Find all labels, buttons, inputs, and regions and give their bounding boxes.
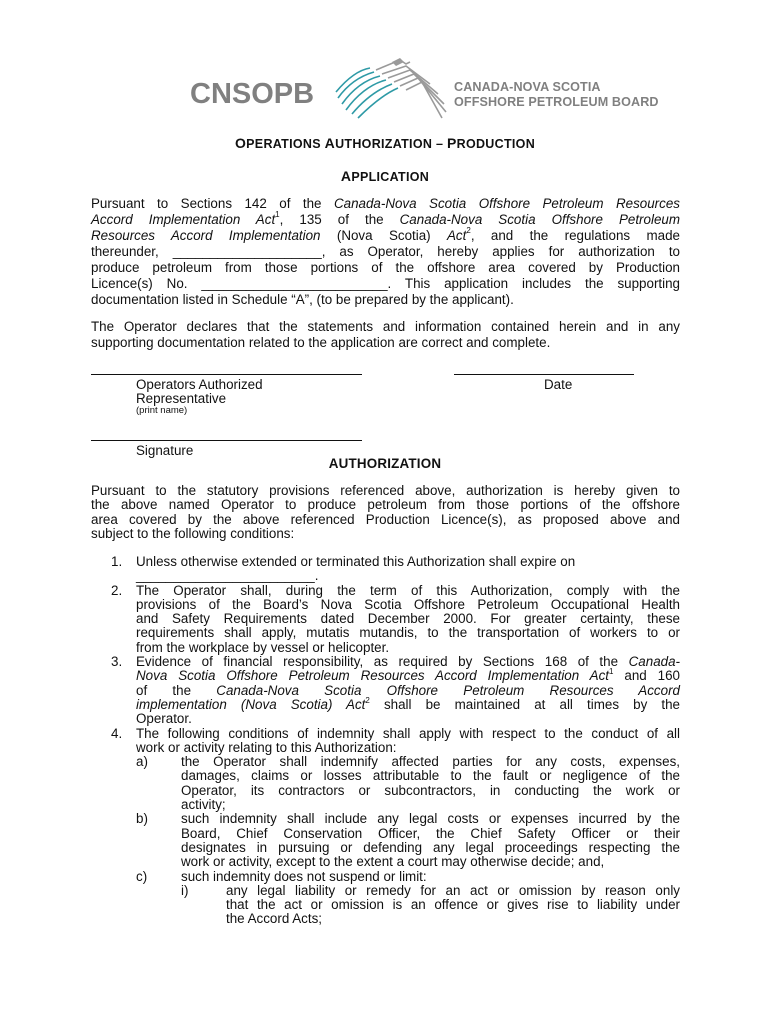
title-letter: O bbox=[234, 135, 247, 151]
sub-condition-b bbox=[91, 812, 680, 869]
sub-body bbox=[181, 755, 680, 812]
sub-body bbox=[226, 884, 680, 927]
expiry-date-blank[interactable]: ________________________. bbox=[136, 568, 319, 584]
title-letter: P bbox=[446, 135, 457, 151]
sub-condition-c-i bbox=[91, 884, 680, 927]
text-line: Unless otherwise extended or terminated this Authorization shall expire on bbox=[136, 554, 576, 569]
text-line: Licence(s) No. _________________________. This application includes the supporting bbox=[91, 276, 680, 291]
board-name bbox=[454, 80, 659, 110]
text-line: Pursuant to Sections 142 of the Canada-Nova Scotia Offshore Petroleum Resources bbox=[91, 196, 680, 211]
item-body bbox=[136, 584, 680, 655]
text-line: produce petroleum from those portions of the offshore area covered by Production bbox=[91, 260, 680, 275]
item-number: 4. bbox=[111, 725, 123, 741]
item-number: 2. bbox=[111, 582, 123, 598]
text-line: Resources Accord Implementation (Nova Scotia) Act$^2$, and the regulations made bbox=[91, 226, 680, 243]
item-number: 3. bbox=[111, 654, 123, 670]
title-text: PPLICATION bbox=[351, 170, 430, 184]
condition-item-3 bbox=[91, 655, 680, 726]
condition-item-2 bbox=[91, 584, 680, 655]
text-line: any legal liability or remedy for an act or omission by reason only bbox=[226, 882, 680, 898]
item-body bbox=[136, 727, 680, 756]
text-line: from the workplace by vessel or helicopter. bbox=[136, 639, 390, 655]
date-line[interactable] bbox=[454, 374, 634, 375]
title-text: PERATIONS bbox=[246, 137, 325, 151]
conditions-list bbox=[91, 555, 680, 927]
text-line: Board, Chief Conservation Officer, the Chief Safety Officer or their bbox=[181, 825, 680, 841]
representative-name-line[interactable] bbox=[91, 374, 362, 375]
text-line: that the act or omission is an offence or gives rise to liability under bbox=[226, 897, 680, 913]
operator-name-blank[interactable]: ____________________ bbox=[172, 244, 322, 259]
text-line: Operator. bbox=[136, 711, 192, 727]
board-name-line2: OFFSHORE PETROLEUM BOARD bbox=[454, 95, 659, 109]
title-letter: A bbox=[324, 135, 336, 151]
rep-label-2: Representative bbox=[136, 391, 227, 406]
text-line: area covered by the above referenced Production Licence(s), as proposed above and bbox=[91, 511, 680, 527]
text-line: The following conditions of indemnity shall apply with respect to the conduct of all bbox=[136, 725, 680, 741]
text-line: documentation listed in Schedule “A”, (to be prepared by the applicant). bbox=[91, 292, 514, 307]
text-line: implementation (Nova Scotia) Act$^2$ shall be maintained at all times by the bbox=[136, 695, 680, 712]
title-text: UTHORIZATION – bbox=[335, 137, 447, 151]
text-line: the above named Operator to produce petroleum from those portions of the offshore bbox=[91, 497, 680, 513]
text-line: such indemnity shall include any legal costs or expenses incurred by the bbox=[181, 811, 680, 827]
text-line: Evidence of financial responsibility, as required by Sections 168 of the Canada- bbox=[136, 654, 680, 670]
title-letter: A bbox=[340, 168, 352, 184]
declaration-paragraph bbox=[91, 319, 680, 351]
text-line: work or activity relating to this Authorization: bbox=[136, 739, 397, 755]
sub-label: c) bbox=[136, 868, 148, 884]
signature-line[interactable] bbox=[91, 440, 362, 441]
board-name-line1: CANADA-NOVA SCOTIA bbox=[454, 80, 601, 94]
text-line: and Safety Requirements dated December 2000. For greater certainty, these bbox=[136, 611, 680, 627]
authorization-heading: AUTHORIZATION bbox=[328, 456, 442, 471]
cnsopb-logo-icon bbox=[330, 54, 448, 122]
text-line: Accord Implementation Act$^1$, 135 of the Canada-Nova Scotia Offshore Petroleum bbox=[91, 210, 680, 227]
condition-item-1 bbox=[91, 555, 680, 584]
text-line: of the Canada-Nova Scotia Offshore Petroleum Resources Accord bbox=[136, 682, 680, 698]
text-line: subject to the following conditions: bbox=[91, 526, 295, 542]
text-line: provisions of the Board’s Nova Scotia Offshore Petroleum Occupational Health bbox=[136, 596, 680, 612]
text-line: supporting documentation related to the application are correct and complete. bbox=[91, 335, 551, 350]
signature-label: Signature bbox=[136, 443, 194, 458]
text-line: The Operator declares that the statements and information contained herein and in any bbox=[91, 319, 680, 334]
text-line: activity; bbox=[181, 797, 226, 813]
text-line: work or activity, except to the extent a court may otherwise decide; and, bbox=[181, 854, 605, 870]
text-line: The Operator shall, during the term of this Authorization, comply with the bbox=[136, 582, 680, 598]
print-name-note: (print name) bbox=[136, 405, 188, 416]
rep-label-1: Operators Authorized bbox=[136, 377, 263, 392]
text-line: the Accord Acts; bbox=[226, 911, 323, 927]
authorization-paragraph bbox=[91, 484, 680, 542]
text-line: thereunder, ____________________, as Operator, hereby applies for authorization to bbox=[91, 244, 681, 259]
text-line: requirements shall apply, mutatis mutandis, to the transportation of workers to or bbox=[136, 625, 680, 641]
licence-number-blank[interactable]: _________________________ bbox=[201, 276, 388, 291]
sub-label: b) bbox=[136, 811, 148, 827]
text-line: the Operator shall indemnify affected parties for any costs, expenses, bbox=[181, 754, 680, 770]
text-line: damages, claims or losses attributable to the fault or negligence of the bbox=[181, 768, 680, 784]
document-title bbox=[0, 135, 770, 151]
brand-wordmark: CNSOPB bbox=[190, 78, 315, 110]
text-line: designates in pursuing or defending any legal proceedings respecting the bbox=[181, 839, 680, 855]
text-line: such indemnity does not suspend or limit: bbox=[181, 868, 427, 884]
text-line: Nova Scotia Offshore Petroleum Resources Accord Implementation Act$^1$ and 160 bbox=[136, 667, 681, 684]
date-label: Date bbox=[544, 377, 573, 392]
sub-label: i) bbox=[181, 882, 189, 898]
sub-condition-c bbox=[91, 870, 680, 884]
text-line: Pursuant to the statutory provisions referenced above, authorization is hereby given to bbox=[91, 483, 680, 498]
sub-body bbox=[181, 812, 680, 869]
item-number: 1. bbox=[111, 554, 123, 569]
text-line: Operator, its contractors or subcontractors, in conducting the work or bbox=[181, 782, 680, 798]
sub-body bbox=[181, 870, 680, 884]
sub-condition-a bbox=[91, 755, 680, 812]
title-text: RODUCTION bbox=[456, 137, 536, 151]
item-body bbox=[136, 655, 680, 726]
item-body bbox=[136, 555, 680, 584]
condition-item-4 bbox=[91, 727, 680, 756]
sub-label: a) bbox=[136, 754, 148, 770]
section-title-application bbox=[0, 168, 770, 184]
application-paragraph bbox=[91, 196, 680, 308]
